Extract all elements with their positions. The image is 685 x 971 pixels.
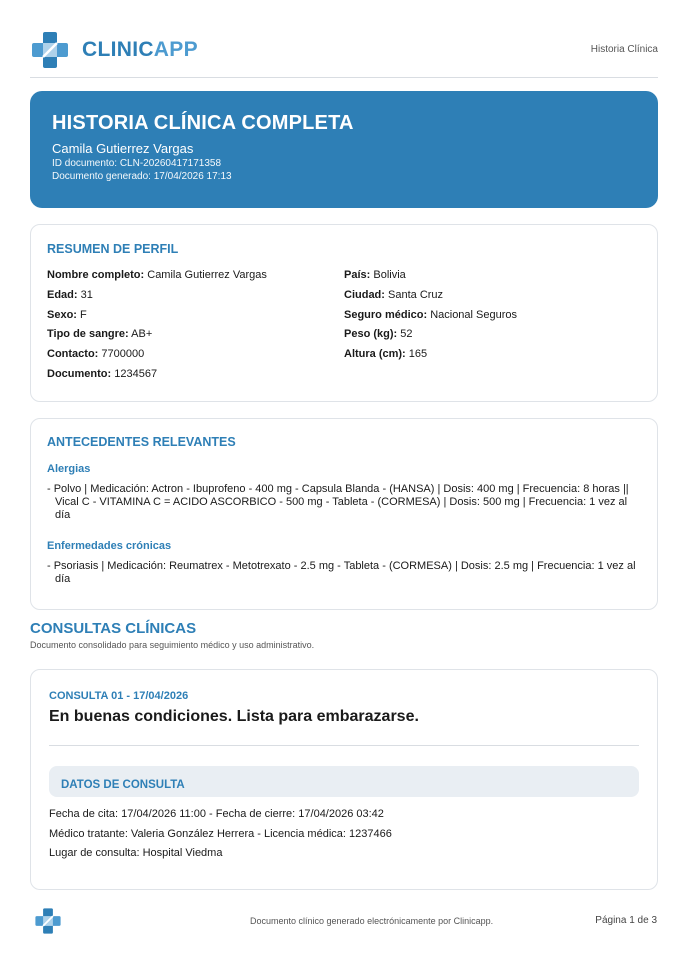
profile-field-weight: Peso (kg): 52 bbox=[344, 328, 413, 341]
profile-field-city: Ciudad: Santa Cruz bbox=[344, 288, 444, 301]
document-id: ID documento: CLN-20260417171358 bbox=[52, 158, 222, 169]
profile-left-column bbox=[47, 266, 344, 385]
clinicapp-logo-icon bbox=[30, 30, 70, 70]
consultations-title: CONSULTAS CLÍNICAS bbox=[30, 620, 197, 637]
page-number: Página 1 de 3 bbox=[595, 915, 657, 926]
consultation-location: Lugar de consulta: Hospital Viedma bbox=[49, 847, 223, 859]
consultation-data-title: DATOS DE CONSULTA bbox=[61, 779, 185, 791]
document-generated: Documento generado: 17/04/2026 17:13 bbox=[52, 171, 232, 182]
footer-note: Documento clínico generado electrónicamente por Clinicapp. bbox=[250, 916, 494, 926]
profile-summary-title: RESUMEN DE PERFIL bbox=[47, 242, 179, 256]
chronic-diseases-item: - Psoriasis | Medicación: Reumatrex - Metotrexato - 2.5 mg - Tableta - (CORMESA) | Dosis: 2.5 mg | Frecuencia: 1 vez al día bbox=[47, 560, 636, 585]
profile-summary-card bbox=[30, 224, 658, 402]
page-header bbox=[30, 28, 658, 78]
brand-name-part2: APP bbox=[153, 38, 198, 61]
profile-right-column bbox=[344, 266, 641, 385]
relevant-history-card bbox=[30, 418, 658, 610]
footer-logo-icon bbox=[34, 907, 62, 935]
consultation-label: CONSULTA 01 - 17/04/2026 bbox=[49, 690, 189, 702]
consultation-data-header bbox=[49, 766, 639, 797]
relevant-history-title: ANTECEDENTES RELEVANTES bbox=[47, 435, 236, 449]
profile-field-insurance: Seguro médico: Nacional Seguros bbox=[344, 308, 518, 321]
document-title: HISTORIA CLÍNICA COMPLETA bbox=[52, 112, 354, 134]
profile-field-full-name: Nombre completo: Camila Gutierrez Vargas bbox=[47, 269, 267, 281]
profile-field-blood-type: Tipo de sangre: AB+ bbox=[47, 328, 153, 341]
consultation-data bbox=[49, 805, 639, 864]
header-document-type: Historia Clínica bbox=[590, 44, 658, 55]
profile-field-contact: Contacto: 7700000 bbox=[47, 348, 145, 361]
allergies-item: - Polvo | Medicación: Actron - Ibuprofeno - 400 mg - Capsula Blanda - (HANSA) | Dosis: 400 mg | Frecuencia: 8 horas || Vical C - VITAMINA C = ACIDO ASCORBICO - 500 mg - Tableta - (CORMESA) | Dosis: 500 mg | Frecuencia: 1 vez al día bbox=[47, 483, 629, 521]
profile-field-age: Edad: 31 bbox=[47, 288, 93, 301]
brand-name bbox=[82, 38, 198, 62]
document-hero bbox=[30, 91, 658, 208]
patient-name: Camila Gutierrez Vargas bbox=[52, 141, 194, 156]
consultation-dates: Fecha de cita: 17/04/2026 11:00 - Fecha de cierre: 17/04/2026 03:42 bbox=[49, 808, 384, 820]
consultation-divider bbox=[49, 745, 639, 746]
profile-field-sex: Sexo: F bbox=[47, 308, 87, 321]
consultations-subtitle: Documento consolidado para seguimiento médico y uso administrativo. bbox=[30, 640, 315, 650]
consultation-card bbox=[30, 669, 658, 890]
brand-name-part1: CLINIC bbox=[82, 38, 154, 61]
consultation-headline: En buenas condiciones. Lista para embarazarse. bbox=[49, 708, 419, 725]
chronic-diseases-title: Enfermedades crónicas bbox=[47, 540, 172, 552]
profile-field-document: Documento: 1234567 bbox=[47, 367, 158, 380]
profile-field-height: Altura (cm): 165 bbox=[344, 348, 428, 361]
profile-field-country: País: Bolivia bbox=[344, 269, 406, 281]
allergies-title: Alergias bbox=[47, 463, 91, 475]
profile-fields bbox=[47, 266, 641, 385]
consultation-doctor: Médico tratante: Valeria González Herrera - Licencia médica: 1237466 bbox=[49, 827, 392, 840]
